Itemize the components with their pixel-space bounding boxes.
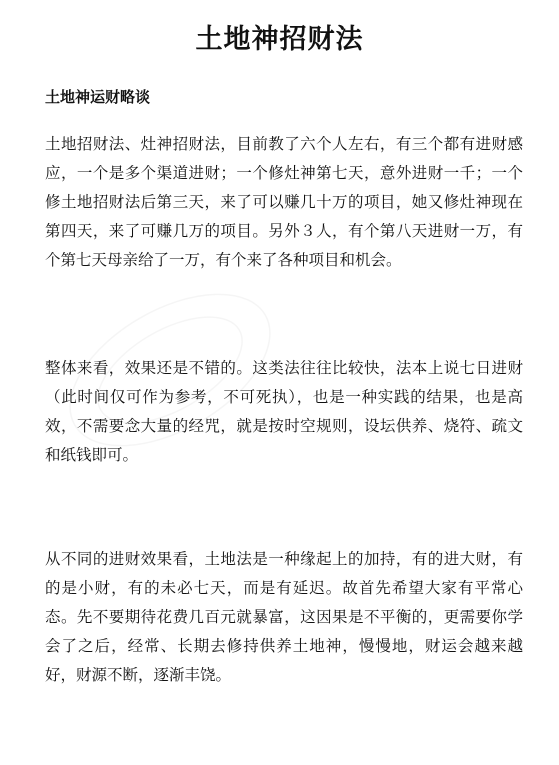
paragraph-2: 整体来看，效果还是不错的。这类法往往比较快，法本上说七日进财（此时间仅可作为参考，不可死执），也是一种实践的结果，也是高效，不需要念大量的经咒，就是按时空规则，设坛供养、烧符、疏文和纸钱即可。 xyxy=(45,359,523,464)
paragraph-3: 从不同的进财效果看，土地法是一种缘起上的加持，有的进大财，有的是小财，有的未必七天，而是有延迟。故首先希望大家有平常心态。先不要期待花费几百元就暴富，这因果是不平衡的，更需要你学会了之后，经常、长期去修持供养土地神，慢慢地，财运会越来越好，财源不断，逐渐丰饶。 xyxy=(45,550,523,684)
page-title: 土地神招财法 xyxy=(195,24,364,55)
section-heading: 土地神运财略谈 xyxy=(45,88,151,106)
paragraph-1: 土地招财法、灶神招财法，目前教了六个人左右，有三个都有进财感应，一个是多个渠道进财；一个修灶神第七天，意外进财一千；一个修土地招财法后第三天，来了可以赚几十万的项目，她又修灶神现在第四天，来了可赚几万的项目。另外３人，有个第八天进财一万，有个第七天母亲给了一万，有个来了各种项目和机会。 xyxy=(45,135,523,269)
